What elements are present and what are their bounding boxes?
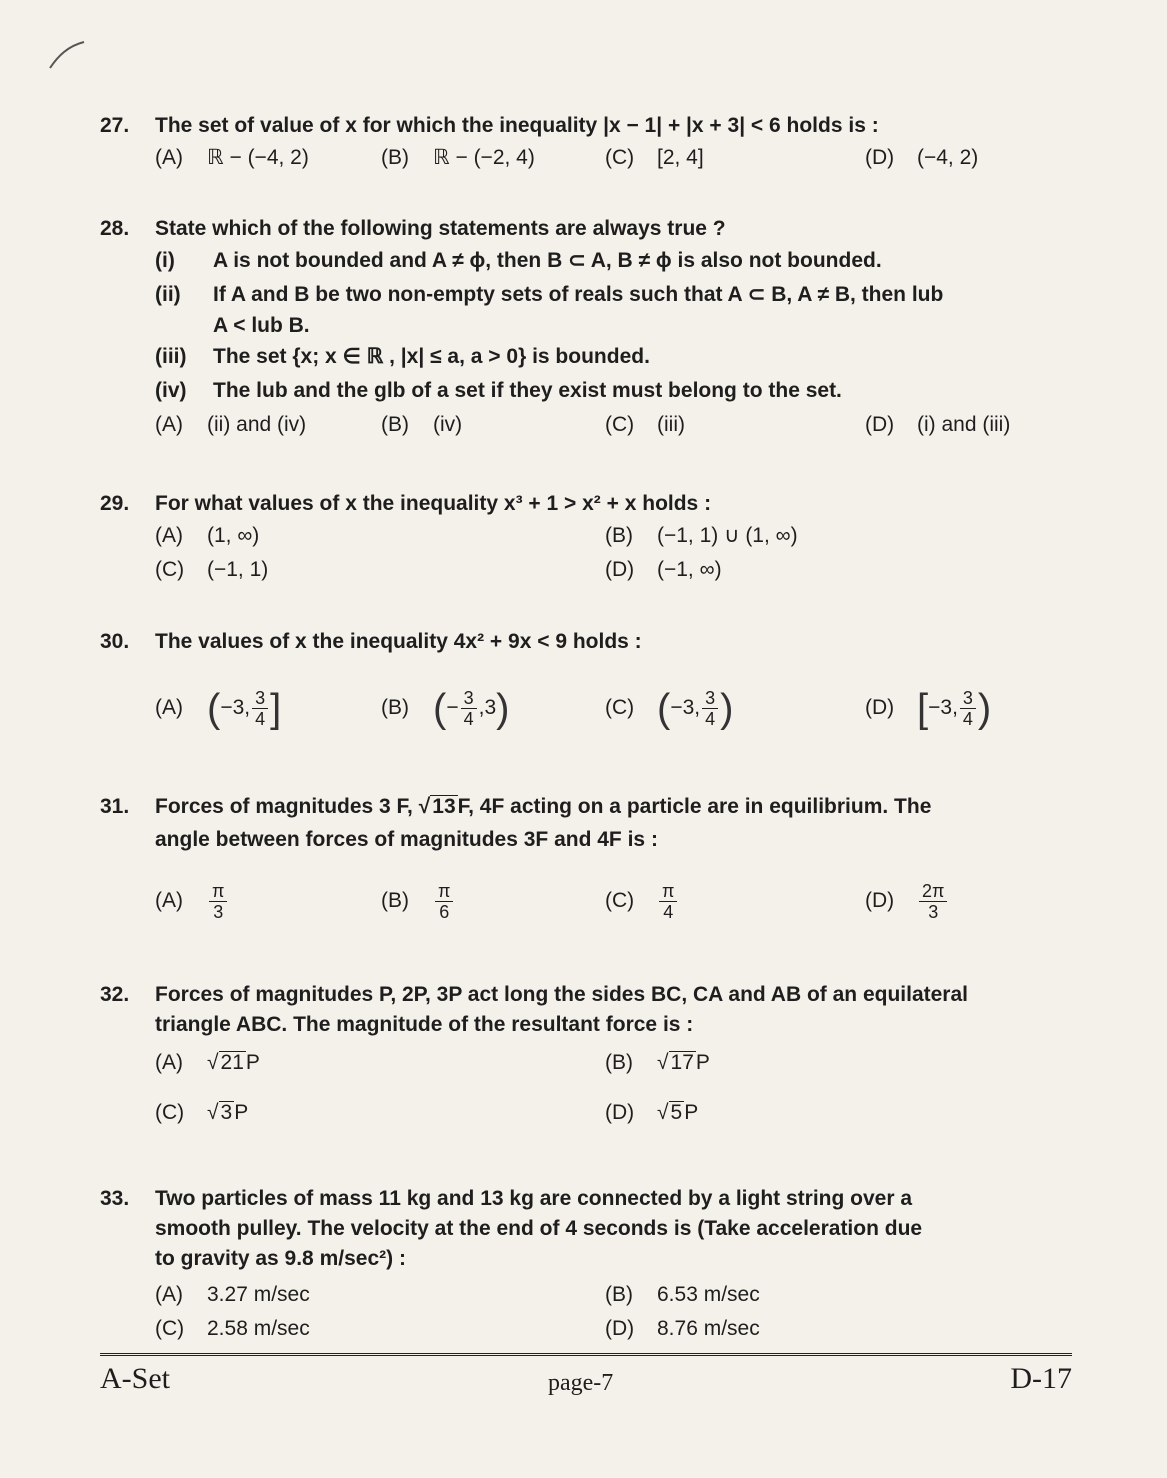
options [155, 673, 1075, 743]
question-27 [100, 111, 1075, 175]
option-d[interactable]: (D) (−4, 2) [865, 146, 979, 169]
question-number: 29. [100, 492, 130, 515]
question-text-cont-1: smooth pulley. The velocity at the end of 4 seconds is (Take acceleration due [155, 1217, 923, 1240]
question-text-cont-2: to gravity as 9.8 m/sec²) : [155, 1247, 406, 1270]
question-text-cont: triangle ABC. The magnitude of the resultant force is : [155, 1013, 694, 1036]
statement-ii-cont: A < lub B. [213, 314, 310, 337]
footer-code: D-17 [1010, 1362, 1072, 1395]
option-c[interactable]: (C) (−1, 1) [155, 558, 269, 581]
question-number: 31. [100, 795, 130, 818]
question-28 [100, 214, 1075, 442]
pencil-mark-icon [48, 40, 88, 70]
options-row-2 [155, 553, 1075, 587]
option-b[interactable]: (B) √17P [605, 1051, 710, 1074]
question-text: State which of the following statements are always true ? [155, 217, 726, 240]
question-text: Forces of magnitudes P, 2P, 3P act long the sides BC, CA and AB of an equilateral [155, 983, 968, 1006]
options-row-2 [155, 1096, 1075, 1146]
options-row-2 [155, 1312, 1075, 1346]
statement-iv: (iv) The lub and the glb of a set if they exist must belong to the set. [155, 379, 842, 402]
option-b[interactable]: (B) $\frac{\pi}{6}$ [381, 866, 455, 936]
question-text: The values of x the inequality 4x² + 9x < 9 holds : [155, 630, 642, 653]
option-c[interactable]: (C) $\frac{\pi}{4}$ [605, 866, 679, 936]
question-text: The set of value of x for which the inequality |x − 1| + |x + 3| < 6 holds is : [155, 114, 879, 137]
question-33 [100, 1184, 1075, 1346]
option-a[interactable]: (A) (1, ∞) [155, 524, 260, 547]
option-a[interactable]: (A) ℝ − (−4, 2) [155, 146, 309, 169]
statement-ii: (ii) If A and B be two non-empty sets of reals such that A ⊂ B, A ≠ B, then lub [155, 283, 944, 306]
question-30 [100, 627, 1075, 743]
question-text-cont: angle between forces of magnitudes 3F and 4F is : [155, 828, 658, 851]
option-b[interactable]: (B) ℝ − (−2, 4) [381, 146, 535, 169]
options [155, 408, 1075, 442]
options-row-1 [155, 1278, 1075, 1312]
options [155, 866, 1075, 936]
option-d[interactable]: (D) 8.76 m/sec [605, 1317, 760, 1340]
options-row-1 [155, 1046, 1075, 1096]
option-a[interactable]: (A) (−3, $\frac{3}{4}$ ] [155, 686, 282, 731]
option-b[interactable]: (B) (− $\frac{3}{4}$ ,3) [381, 686, 510, 731]
question-number: 33. [100, 1187, 130, 1210]
question-32 [100, 980, 1075, 1146]
footer-set-label: A-Set [100, 1362, 170, 1395]
footer-page-number: page-7 [548, 1370, 614, 1396]
option-b[interactable]: (B) (iv) [381, 413, 463, 436]
question-text: Forces of magnitudes 3 F, √13F, 4F acting on a particle are in equilibrium. The [155, 795, 932, 818]
question-text: For what values of x the inequality x³ + 1 > x² + x holds : [155, 492, 712, 515]
option-c[interactable]: (C) √3P [155, 1101, 249, 1124]
option-c[interactable]: (C) (iii) [605, 413, 685, 436]
option-d[interactable]: (D) $\frac{2\pi}{3}$ [865, 866, 949, 936]
question-number: 27. [100, 114, 130, 137]
option-d[interactable]: (D) [−3, $\frac{3}{4}$ ) [865, 686, 992, 731]
question-number: 30. [100, 630, 130, 653]
footer-divider [100, 1353, 1072, 1356]
option-a[interactable]: (A) $\frac{\pi}{3}$ [155, 866, 229, 936]
option-c[interactable]: (C) 2.58 m/sec [155, 1317, 310, 1340]
option-c[interactable]: (C) (−3, $\frac{3}{4}$ ) [605, 686, 734, 731]
option-d[interactable]: (D) √5P [605, 1101, 699, 1124]
option-b[interactable]: (B) (−1, 1) ∪ (1, ∞) [605, 524, 798, 547]
options [155, 141, 1075, 175]
statement-i: (i) A is not bounded and A ≠ ϕ, then B ⊂ A, B ≠ ϕ is also not bounded. [155, 249, 882, 272]
question-number: 28. [100, 217, 130, 240]
option-a[interactable]: (A) √21P [155, 1051, 260, 1074]
question-text: Two particles of mass 11 kg and 13 kg are connected by a light string over a [155, 1187, 913, 1210]
option-c[interactable]: (C) [2, 4] [605, 146, 704, 169]
option-d[interactable]: (D) (i) and (iii) [865, 413, 1011, 436]
question-29 [100, 489, 1075, 587]
question-number: 32. [100, 983, 130, 1006]
options-row-1 [155, 519, 1075, 553]
question-31 [100, 792, 1075, 936]
option-a[interactable]: (A) (ii) and (iv) [155, 413, 307, 436]
statement-iii: (iii) The set {x; x ∈ ℝ , |x| ≤ a, a > 0} is bounded. [155, 345, 650, 368]
option-a[interactable]: (A) 3.27 m/sec [155, 1283, 310, 1306]
option-b[interactable]: (B) 6.53 m/sec [605, 1283, 760, 1306]
option-d[interactable]: (D) (−1, ∞) [605, 558, 722, 581]
